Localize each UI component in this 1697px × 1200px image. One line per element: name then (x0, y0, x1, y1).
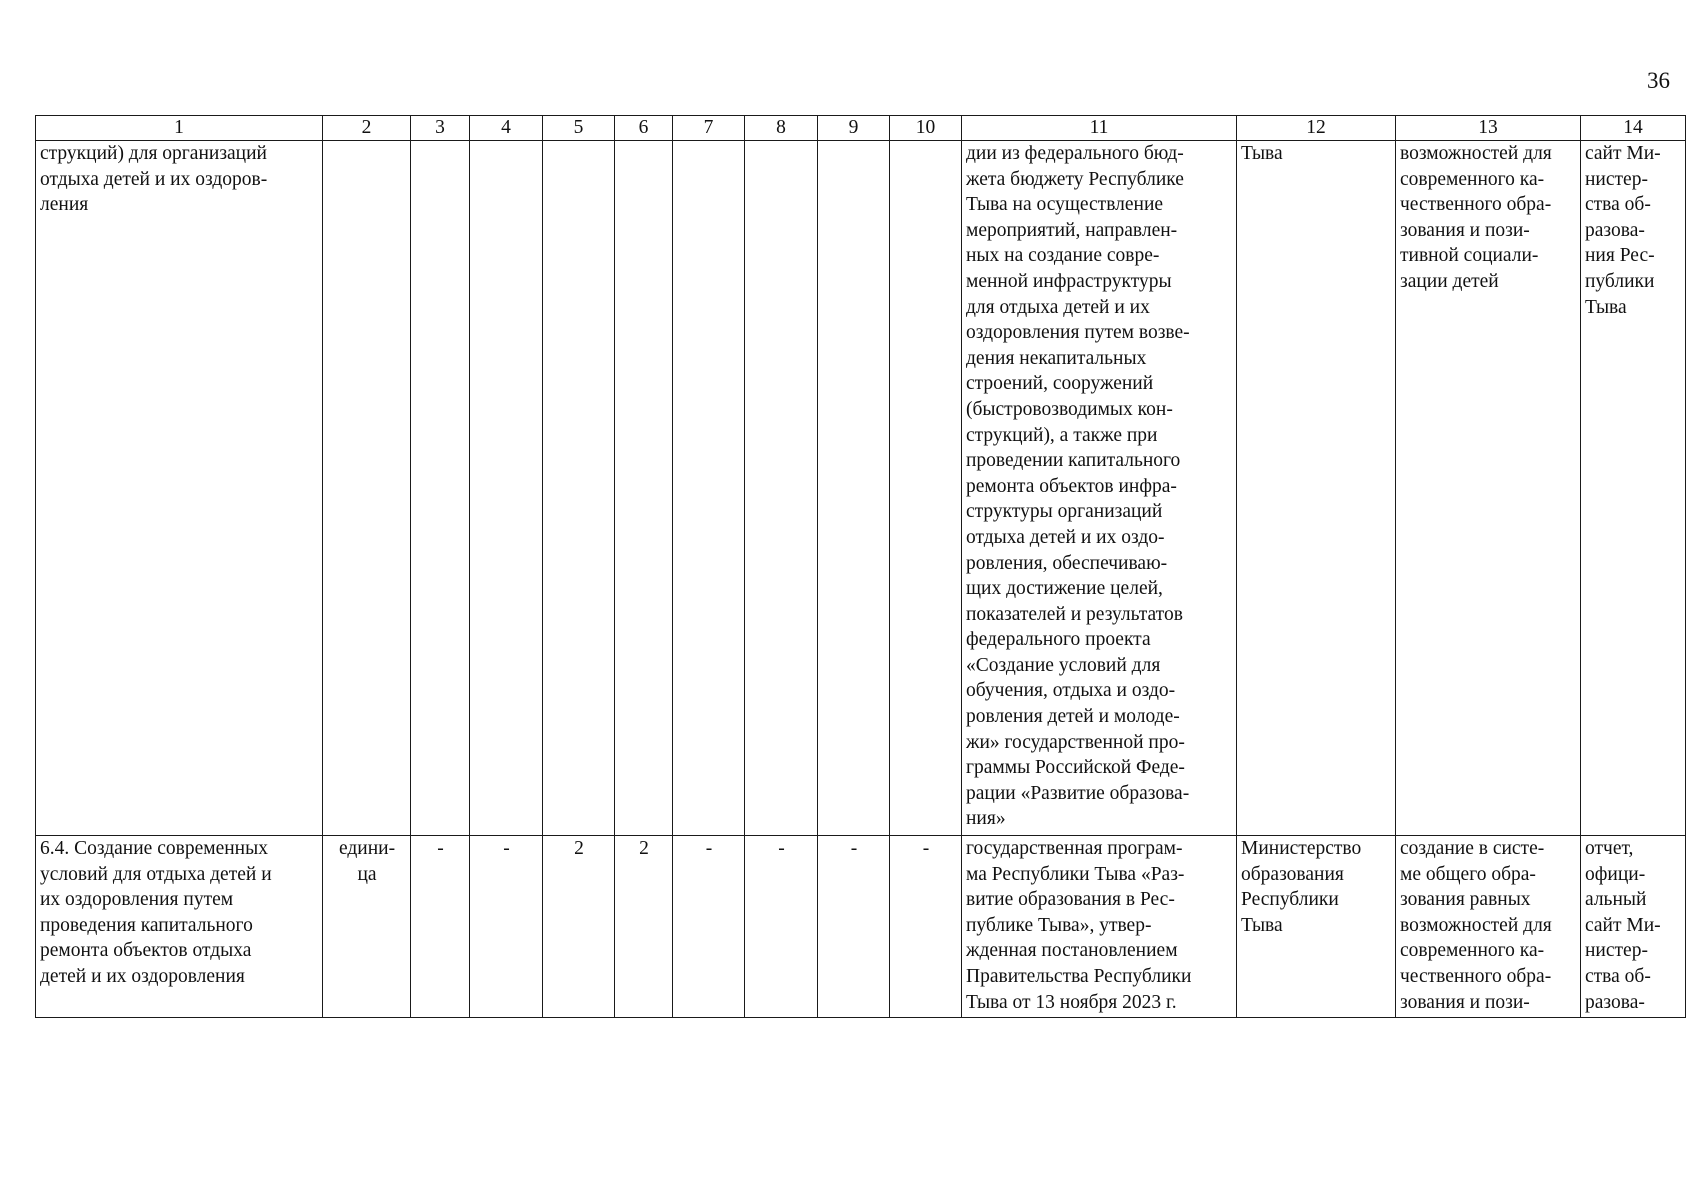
table-cell (470, 836, 543, 1018)
cell-line: ния Рес- (1585, 245, 1655, 267)
table-cell (673, 141, 745, 836)
cell-line: ровления, обеспечиваю- (966, 552, 1168, 574)
cell-line: менной инфраструктуры (966, 270, 1172, 292)
cell-line: ления (40, 194, 89, 216)
cell-line: ма Республики Тыва «Раз- (966, 863, 1185, 885)
cell-line: отчет, (1585, 838, 1634, 859)
table-cell (962, 836, 1237, 1018)
column-header: 12 (1237, 116, 1396, 141)
cell-line: Тыва (1585, 296, 1627, 318)
cell-line: создание в систе- (1400, 838, 1545, 859)
cell-line: - (922, 838, 930, 859)
cell-line: «Создание условий для (966, 654, 1161, 676)
table-cell (323, 141, 411, 836)
table-cell (1581, 141, 1686, 836)
cell-line: строений, сооружений (966, 373, 1154, 395)
cell-line: дения некапитальных (966, 347, 1147, 369)
cell-line: разова- (1585, 219, 1645, 241)
cell-line: современного ка- (1400, 940, 1545, 962)
column-header: 3 (411, 116, 470, 141)
cell-line: разова- (1585, 991, 1645, 1013)
table-cell (615, 141, 673, 836)
cell-line: зования равных (1400, 889, 1531, 911)
table-cell (36, 836, 323, 1018)
cell-line: офици- (1585, 863, 1646, 885)
cell-line: государственная програм- (966, 838, 1183, 859)
cell-line: Тыва на осуществление (966, 194, 1164, 216)
cell-line: возможностей для (1400, 143, 1552, 164)
cell-line: ца (357, 863, 377, 885)
cell-line: Тыва (1241, 143, 1283, 164)
table-cell (745, 836, 818, 1018)
cell-line: Министерство (1241, 838, 1362, 859)
cell-line: оздоровления путем возве- (966, 322, 1190, 344)
cell-line: дии из федерального бюд- (966, 143, 1184, 164)
cell-line: зации детей (1400, 270, 1499, 292)
table-cell (890, 836, 962, 1018)
cell-line: проведении капитального (966, 450, 1181, 472)
table-header-row (36, 116, 1686, 141)
cell-line: 6.4. Создание современных (40, 838, 268, 859)
cell-line: отдыха детей и их оздо- (966, 526, 1165, 548)
page-number: 36 (1647, 68, 1670, 93)
cell-line: - (778, 838, 785, 859)
cell-line: (быстровозводимых кон- (966, 398, 1173, 420)
cell-line: струкций) для организаций (40, 143, 267, 164)
cell-line: ровления детей и молоде- (966, 706, 1180, 728)
cell-line: чественного обра- (1400, 194, 1552, 216)
column-header: 2 (323, 116, 411, 141)
cell-line: их оздоровления путем (40, 889, 234, 911)
cell-line: жденная постановлением (966, 940, 1178, 962)
cell-line: публике Тыва», утвер- (966, 914, 1152, 936)
cell-line: зования и пози- (1400, 219, 1530, 241)
table-cell (818, 141, 890, 836)
cell-line: публики (1585, 270, 1655, 292)
cell-line: жета бюджету Республике (966, 168, 1184, 190)
table-cell (745, 141, 818, 836)
cell-line: ных на создание совре- (966, 245, 1160, 267)
cell-line: нистер- (1585, 168, 1648, 190)
cell-line: сайт Ми- (1585, 914, 1661, 936)
cell-line: щих достижение целей, (966, 578, 1163, 600)
table-row (36, 836, 1686, 1018)
cell-line: показателей и результатов (966, 603, 1183, 625)
cell-line: - (705, 838, 713, 859)
cell-line: - (850, 838, 858, 859)
cell-line: - (503, 838, 510, 859)
column-header: 6 (615, 116, 673, 141)
column-header: 10 (890, 116, 962, 141)
cell-line: 2 (574, 838, 584, 859)
cell-line: сайт Ми- (1585, 143, 1661, 164)
cell-line: обучения, отдыха и оздо- (966, 680, 1176, 702)
cell-line: альный (1585, 889, 1647, 911)
table-cell (1581, 836, 1686, 1018)
table-cell (323, 836, 411, 1018)
table-cell (673, 836, 745, 1018)
cell-line: нистер- (1585, 940, 1648, 962)
cell-line: Тыва от 13 ноября 2023 г. (966, 991, 1177, 1013)
cell-line: проведения капитального (40, 914, 253, 936)
cell-line: Правительства Республики (966, 965, 1192, 987)
table-cell (411, 836, 470, 1018)
column-header: 8 (745, 116, 818, 141)
cell-line: образования (1241, 863, 1344, 885)
table-cell (543, 836, 615, 1018)
cell-line: Республики (1241, 889, 1339, 911)
cell-line: детей и их оздоровления (40, 965, 245, 987)
cell-line: жи» государственной про- (966, 731, 1185, 753)
table-cell (1396, 836, 1581, 1018)
cell-line: граммы Российской Феде- (966, 757, 1185, 779)
column-header: 5 (543, 116, 615, 141)
cell-line: едини- (338, 838, 396, 859)
column-header: 13 (1396, 116, 1581, 141)
cell-line: ства об- (1585, 965, 1651, 987)
cell-line: тивной социали- (1400, 245, 1539, 267)
cell-line: ния» (966, 808, 1006, 830)
table-cell (411, 141, 470, 836)
cell-line: зования и пози- (1400, 991, 1530, 1013)
cell-line: возможностей для (1400, 914, 1552, 936)
column-header: 9 (818, 116, 890, 141)
cell-line: для отдыха детей и их (966, 296, 1150, 318)
cell-line: структуры организаций (966, 501, 1163, 523)
cell-line: ме общего обра- (1400, 863, 1536, 885)
table-cell (1237, 836, 1396, 1018)
cell-line: чественного обра- (1400, 965, 1552, 987)
table-cell (543, 141, 615, 836)
table-cell (1396, 141, 1581, 836)
column-header: 11 (962, 116, 1237, 141)
table-cell (962, 141, 1237, 836)
column-header: 1 (36, 116, 323, 141)
cell-line: ремонта объектов инфра- (966, 475, 1177, 497)
column-header: 4 (470, 116, 543, 141)
cell-line: 2 (639, 838, 649, 859)
cell-line: Тыва (1241, 914, 1283, 936)
document-table (35, 115, 1686, 1018)
table-cell (470, 141, 543, 836)
cell-line: рации «Развитие образова- (966, 782, 1190, 804)
cell-line: современного ка- (1400, 168, 1545, 190)
column-header: 7 (673, 116, 745, 141)
cell-line: ства об- (1585, 194, 1651, 216)
column-header: 14 (1581, 116, 1686, 141)
table-cell (818, 836, 890, 1018)
table-cell (1237, 141, 1396, 836)
cell-line: струкций), а также при (966, 424, 1158, 446)
cell-line: - (437, 838, 444, 859)
cell-line: условий для отдыха детей и (40, 863, 272, 885)
cell-line: ремонта объектов отдыха (40, 940, 252, 962)
cell-line: мероприятий, направлен- (966, 219, 1178, 241)
table-cell (36, 141, 323, 836)
cell-line: федерального проекта (966, 629, 1151, 651)
table-cell (890, 141, 962, 836)
cell-line: витие образования в Рес- (966, 889, 1175, 911)
table-row (36, 141, 1686, 836)
cell-line: отдыха детей и их оздоров- (40, 168, 268, 190)
table-cell (615, 836, 673, 1018)
